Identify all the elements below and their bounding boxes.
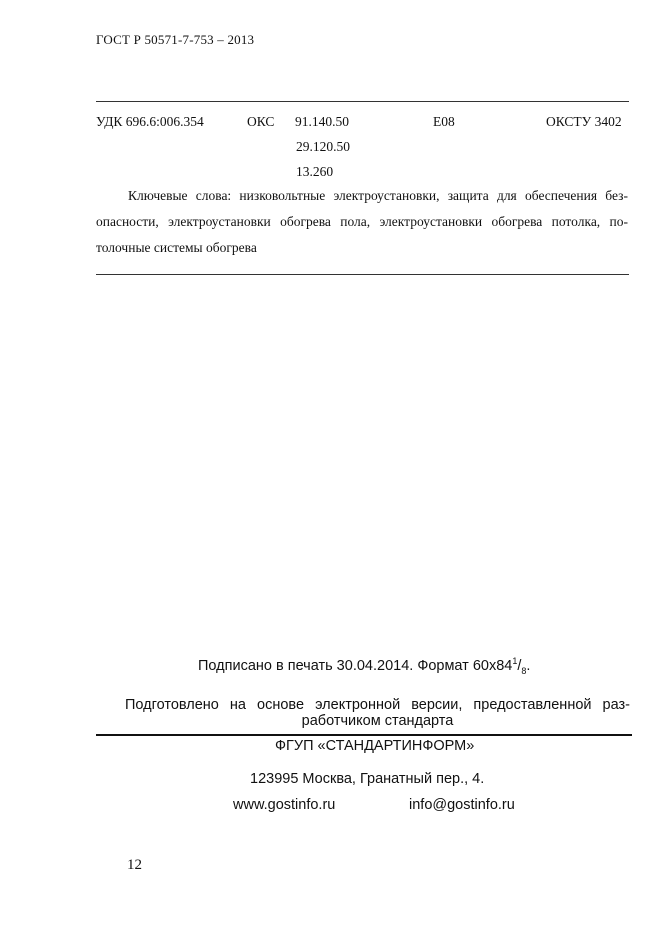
oks-code: 91.140.50	[295, 114, 349, 129]
keywords-line: Ключевые слова: низковольтные электроустановки, защита для обеспечения без-	[128, 188, 628, 203]
udk-code: УДК 696.6:006.354	[96, 114, 204, 129]
prepared-note-line: Подготовлено на основе электронной версии, предоставленной раз-	[125, 697, 630, 713]
publisher-website: www.gostinfo.ru	[233, 797, 336, 813]
publisher-email: info@gostinfo.ru	[409, 797, 515, 813]
oks-code: 29.120.50	[296, 139, 350, 154]
prepared-note	[125, 697, 630, 729]
publisher-name: ФГУП «СТАНДАРТИНФОРМ»	[275, 738, 475, 754]
format-denominator: 8	[521, 665, 527, 676]
bottom-divider	[96, 274, 629, 275]
oks-code: 13.260	[296, 164, 334, 179]
page-number: 12	[127, 857, 142, 873]
publisher-divider	[96, 734, 632, 736]
keywords-paragraph	[96, 183, 628, 261]
format-suffix: .	[526, 658, 531, 674]
keywords-line: толочные системы обогрева	[96, 240, 257, 255]
publisher-address: 123995 Москва, Гранатный пер., 4.	[250, 771, 485, 787]
e-code: Е08	[433, 114, 455, 129]
standard-code-header: ГОСТ Р 50571-7-753 – 2013	[96, 32, 255, 47]
signed-text: Подписано в печать 30.04.2014. Формат 60х84	[198, 658, 513, 674]
top-divider	[96, 101, 629, 102]
signed-for-print-line: Подписано в печать 30.04.2014. Формат $60х84^1/_8$.	[198, 656, 531, 676]
oks-label: ОКС	[247, 114, 275, 129]
keywords-line: опасности, электроустановки обогрева пола, электроустановки обогрева потолка, по-	[96, 214, 628, 229]
okstu-code: ОКСТУ 3402	[546, 114, 622, 129]
prepared-note-line: работчиком стандарта	[301, 713, 454, 729]
format-numerator: 1	[512, 656, 518, 667]
